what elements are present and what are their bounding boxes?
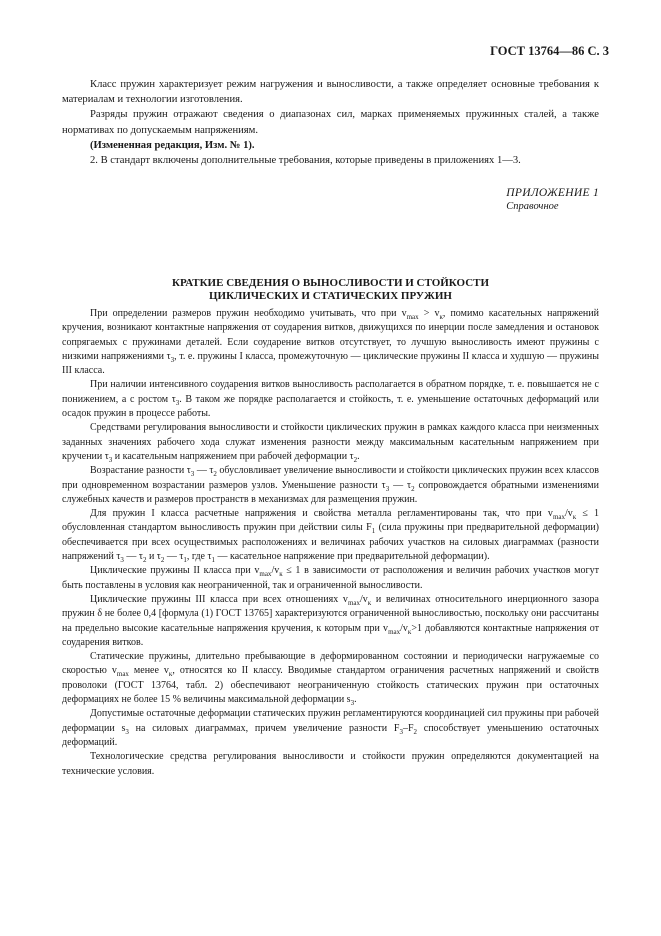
intro-paragraph: Разряды пружин отражают сведения о диапазонах сил, марках применяемых пружинных сталей, а также нормативах по допускаемым напряжениям. [62,109,599,136]
body-paragraph: Средствами регулирования выносливости и стойкости циклических пружин в рамках каждого класса при неизменных заданных значениях рабочего хода служат изменения разности между максимальным касательным напряжением при кручении $\tau_3$ и касательным напряжением при рабочей деформации $\tau_2$. [62,422,599,464]
body-paragraph: Для пружин I класса расчетные напряжения и свойства металла регламентированы так, что при $v_{max}/v_к \le 1$ обусловленная стандартом выносливость пружин при действии силы $F_1$ (сила пружины при предварительной деформации) обеспечивается при всех осуществимых расположениях и величинах рабочих участков на силовых диаграммах (разности напряжений $\tau_3$ — $\tau_2$ и $\tau_2$ — $\tau_1$, где $\tau_1$ — касательное напряжение при предварительной деформации). [62,508,600,565]
body-paragraph: При определении размеров пружин необходимо учитывать, что при $v_{max} > v_к$, помимо касательных напряжений кручения, возникают контактные напряжения от соударения витков, движущихся по инерции после замедления и остановок сопрягаемых с пружинами деталей. Если соударение витков отсутствует, то лучшую выносливость имеют пружины с низкими напряжениями $\tau_3$, т. е. пружины I класса, промежуточную — циклические пружины II класса и худшую — пружины III класса. [62,308,599,377]
section-title-line: ЦИКЛИЧЕСКИХ И СТАТИЧЕСКИХ ПРУЖИН [209,290,452,302]
section-title [62,277,599,303]
intro-paragraph: Класс пружин характеризует режим нагружения и выносливости, а также определяет основные требования к материалам и технологии изготовления. [62,79,599,106]
appendix-label [506,187,599,213]
intro-paragraph: 2. В стандарт включены дополнительные требования, которые приведены в приложениях 1—3. [90,155,521,167]
body-paragraph: Циклические пружины III класса при всех отношениях $v_{max}/v_к$ и величинах относительного инерционного зазора пружин δ не более 0,4 [формула (1) ГОСТ 13765] характеризуются ограниченной выносливостью, поскольку они рассчитаны на предельно высокие касательные напряжения кручения, к которым при $v_{max}/v_к>1$ добавляются контактные напряжения от соударения витков. [62,593,599,648]
appendix-kind: Справочное [506,201,559,212]
body-paragraph: Статические пружины, длительно пребывающие в деформированном состоянии и периодически нагружаемые со скоростью $v_{max}$ менее $v_к$, относятся ко II классу. Вводимые стандартом ограничения расчетных напряжений и свойств проволоки (ГОСТ 13764, табл. 2) обеспечивают неограниченную стойкость статических пружин при остаточных деформациях не более 15 % величины максимальной деформации $s_3$. [62,651,599,708]
amendment-note: (Измененная редакция, Изм. № 1). [90,139,255,151]
body-paragraph: Циклические пружины II класса при $v_{max}/v_к \le 1$ в зависимости от расположения и величин рабочих участков могут быть поставлены в условия как неограниченной, так и ограниченной выносливости. [62,565,599,591]
body-paragraph: Технологические средства регулирования выносливости и стойкости пружин определяются документацией на технические условия. [62,751,599,777]
section-body [62,307,599,779]
appendix-number: ПРИЛОЖЕНИЕ 1 [506,187,599,199]
body-paragraph: Возрастание разности $\tau_3$ — $\tau_2$ обусловливает увеличение выносливости и стойкости циклических пружин всех классов при одновременном возрастании размеров узлов. Уменьшение разности $\tau_3$ — $\tau_2$ сопровождается обратными изменениями служебных качеств и размеров пространств в механизмах для размещения пружин. [62,465,599,505]
body-paragraph: Допустимые остаточные деформации статических пружин регламентируются координацией сил пружины при рабочей деформации $s_3$ на силовых диаграммах, причем увеличение разности $F_3-F_2$ способствует уменьшению остаточных деформаций. [62,708,600,748]
section-title-line: КРАТКИЕ СВЕДЕНИЯ О ВЫНОСЛИВОСТИ И СТОЙКОСТИ [171,277,490,289]
body-paragraph: При наличии интенсивного соударения витков выносливость располагается в обратном порядке, т. е. повышается не с понижением, а с ростом $\tau_3$. В таком же порядке располагается и стойкость, т. е. уменьшение остаточных деформаций или осадок пружин в процессе работы. [62,379,599,420]
standard-header: ГОСТ 13764—86 С. 3 [490,44,609,58]
intro-block [62,77,599,168]
